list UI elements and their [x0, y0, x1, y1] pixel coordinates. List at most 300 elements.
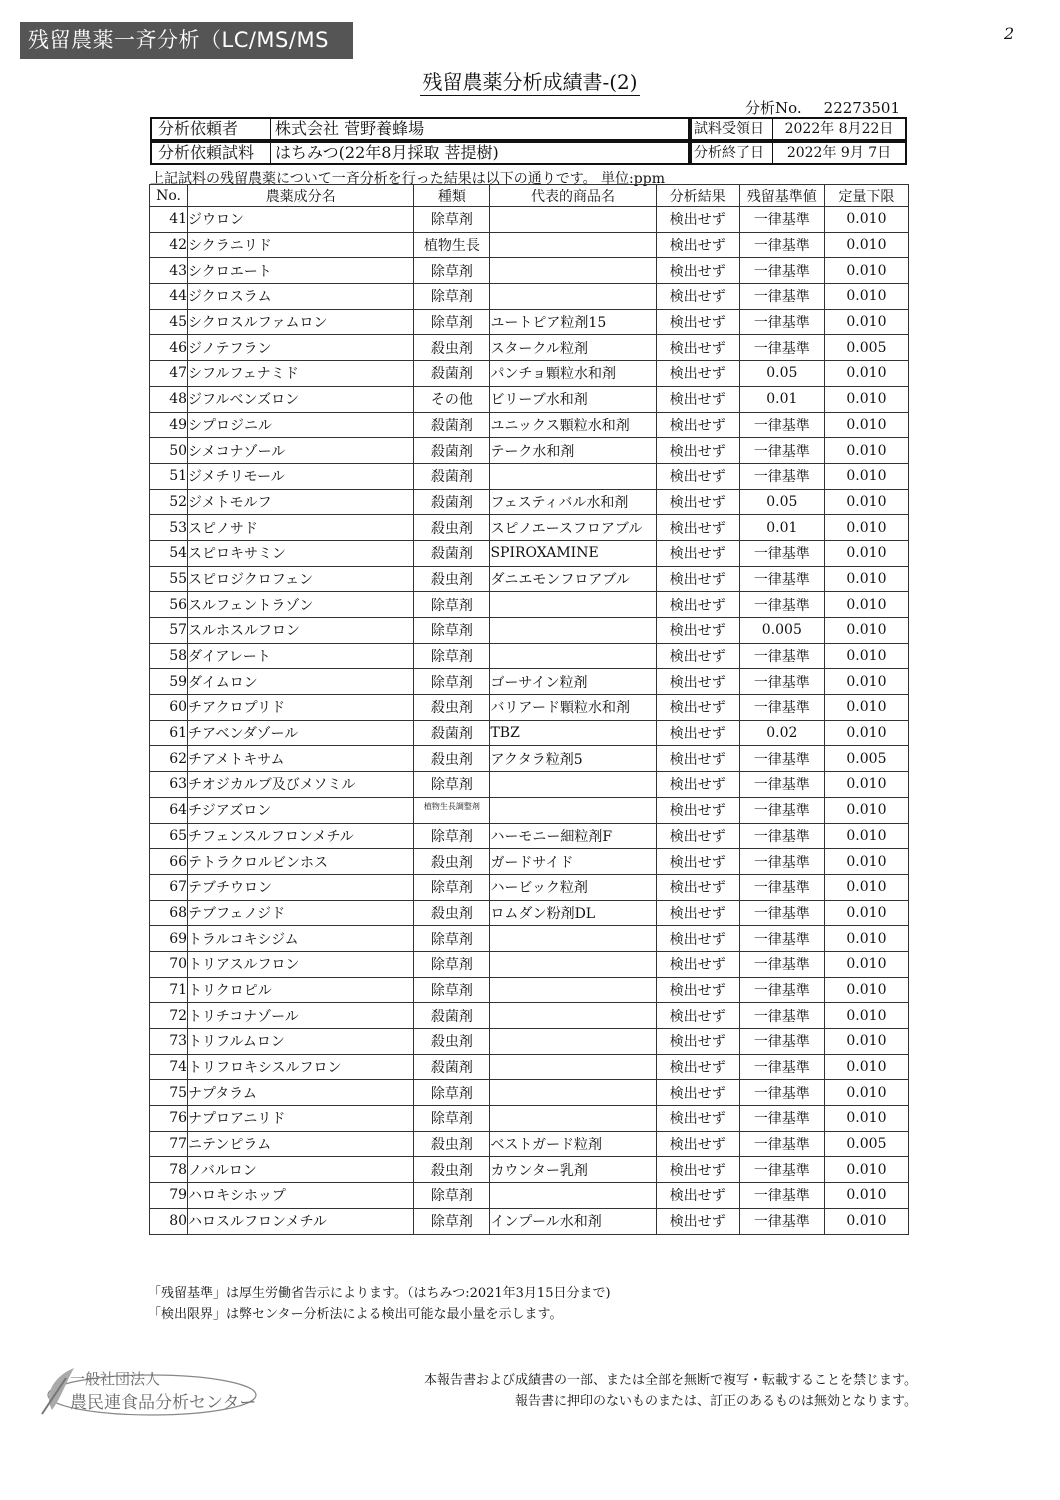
table-row: [150, 258, 909, 284]
table-row: [150, 361, 909, 387]
cell-standard: 一律基準: [739, 1131, 824, 1157]
cell-result: 検出せず: [656, 515, 739, 541]
cell-lod: 0.010: [824, 951, 908, 977]
cell-lod: 0.010: [824, 592, 908, 618]
cell-lod: 0.010: [824, 489, 908, 515]
cell-type: 殺虫剤: [414, 515, 490, 541]
cell-no: 48: [150, 386, 188, 412]
cell-product: [490, 463, 656, 489]
cell-no: 68: [150, 900, 188, 926]
cell-product: [490, 258, 656, 284]
cell-lod: 0.010: [824, 1080, 908, 1106]
cell-type: 殺菌剤: [414, 1003, 490, 1029]
col-header-type: 種類: [414, 185, 490, 207]
cell-product: フェスティバル水和剤: [490, 489, 656, 515]
cell-type: 殺虫剤: [414, 335, 490, 361]
cell-type: 植物生長調整剤: [414, 797, 490, 823]
cell-no: 62: [150, 746, 188, 772]
cell-no: 77: [150, 1131, 188, 1157]
cell-name: トリアスルフロン: [188, 951, 414, 977]
cell-type: 殺虫剤: [414, 1131, 490, 1157]
cell-name: チジアズロン: [188, 797, 414, 823]
cell-result: 検出せず: [656, 309, 739, 335]
table-row: [150, 1131, 909, 1157]
cell-type: 除草剤: [414, 309, 490, 335]
table-row: [150, 489, 909, 515]
cell-result: 検出せず: [656, 849, 739, 875]
table-row: [150, 566, 909, 592]
cell-no: 73: [150, 1029, 188, 1055]
cell-standard: 一律基準: [739, 823, 824, 849]
cell-name: スピノサド: [188, 515, 414, 541]
cell-type: 殺虫剤: [414, 746, 490, 772]
table-row: [150, 900, 909, 926]
cell-lod: 0.010: [824, 926, 908, 952]
cell-result: 検出せず: [656, 772, 739, 798]
table-row: [150, 412, 909, 438]
cell-name: ノバルロン: [188, 1157, 414, 1183]
cell-type: 殺虫剤: [414, 1029, 490, 1055]
cell-no: 45: [150, 309, 188, 335]
cell-standard: 一律基準: [739, 926, 824, 952]
cell-lod: 0.010: [824, 232, 908, 258]
results-table: [149, 184, 909, 1235]
finished-value: 2022年 9月 7日: [786, 145, 892, 161]
cell-type: 殺虫剤: [414, 695, 490, 721]
cell-name: スルフェントラゾン: [188, 592, 414, 618]
cell-type: 除草剤: [414, 669, 490, 695]
cell-name: テブチウロン: [188, 874, 414, 900]
cell-result: 検出せず: [656, 746, 739, 772]
cell-result: 検出せず: [656, 900, 739, 926]
cell-lod: 0.010: [824, 284, 908, 310]
cell-result: 検出せず: [656, 592, 739, 618]
cell-product: [490, 977, 656, 1003]
cell-standard: 一律基準: [739, 566, 824, 592]
cell-product: [490, 643, 656, 669]
cell-type: 除草剤: [414, 618, 490, 644]
cell-standard: 一律基準: [739, 1157, 824, 1183]
cell-product: [490, 284, 656, 310]
cell-product: [490, 1106, 656, 1132]
table-row: [150, 207, 909, 233]
cell-type: 除草剤: [414, 1208, 490, 1234]
table-row: [150, 874, 909, 900]
cell-product: [490, 772, 656, 798]
table-row: [150, 746, 909, 772]
cell-type: 植物生長: [414, 232, 490, 258]
cell-lod: 0.010: [824, 823, 908, 849]
cell-type: 除草剤: [414, 258, 490, 284]
finished-row: [690, 141, 907, 165]
cell-type: 殺虫剤: [414, 900, 490, 926]
table-row: [150, 1106, 909, 1132]
sample-value: はちみつ(22年8月採取 菩提樹): [275, 143, 499, 162]
cell-name: ハロスルフロンメチル: [188, 1208, 414, 1234]
cell-no: 42: [150, 232, 188, 258]
cell-product: インプール水和剤: [490, 1208, 656, 1234]
cell-type: 殺虫剤: [414, 566, 490, 592]
cell-lod: 0.010: [824, 797, 908, 823]
cell-product: ダニエモンフロアブル: [490, 566, 656, 592]
table-row: [150, 643, 909, 669]
cell-product: カウンター乳剤: [490, 1157, 656, 1183]
cell-no: 60: [150, 695, 188, 721]
cell-lod: 0.010: [824, 412, 908, 438]
table-row: [150, 1157, 909, 1183]
cell-lod: 0.010: [824, 1003, 908, 1029]
cell-no: 51: [150, 463, 188, 489]
cell-product: ベストガード粒剤: [490, 1131, 656, 1157]
cell-product: [490, 592, 656, 618]
client-row: [150, 117, 690, 141]
cell-standard: 一律基準: [739, 438, 824, 464]
cell-lod: 0.010: [824, 618, 908, 644]
table-body: [150, 207, 909, 1235]
cell-name: ナプタラム: [188, 1080, 414, 1106]
cell-product: [490, 618, 656, 644]
col-header-no: No.: [150, 185, 188, 207]
note-standard: 「残留基準」は厚生労働省告示によります。（はちみつ:2021年3月15日分まで): [148, 1286, 611, 1301]
cell-name: チフェンスルフロンメチル: [188, 823, 414, 849]
cell-no: 75: [150, 1080, 188, 1106]
cell-standard: 一律基準: [739, 258, 824, 284]
cell-result: 検出せず: [656, 1183, 739, 1209]
cell-product: アクタラ粒剤5: [490, 746, 656, 772]
cell-name: ナプロアニリド: [188, 1106, 414, 1132]
cell-lod: 0.010: [824, 772, 908, 798]
cell-standard: 一律基準: [739, 207, 824, 233]
cell-lod: 0.010: [824, 643, 908, 669]
cell-standard: 一律基準: [739, 1106, 824, 1132]
cell-name: ニテンピラム: [188, 1131, 414, 1157]
cell-lod: 0.010: [824, 540, 908, 566]
cell-no: 78: [150, 1157, 188, 1183]
col-header-product: 代表的商品名: [490, 185, 656, 207]
cell-type: 除草剤: [414, 284, 490, 310]
cell-standard: 0.05: [739, 489, 824, 515]
cell-product: パンチョ顆粒水和剤: [490, 361, 656, 387]
cell-lod: 0.010: [824, 361, 908, 387]
cell-lod: 0.010: [824, 849, 908, 875]
cell-name: ジウロン: [188, 207, 414, 233]
cell-standard: 一律基準: [739, 669, 824, 695]
cell-standard: 0.05: [739, 361, 824, 387]
cell-product: ハービック粒剤: [490, 874, 656, 900]
cell-product: テーク水和剤: [490, 438, 656, 464]
cell-lod: 0.010: [824, 438, 908, 464]
cell-no: 59: [150, 669, 188, 695]
cell-name: トリフロキシスルフロン: [188, 1054, 414, 1080]
table-row: [150, 540, 909, 566]
cell-no: 71: [150, 977, 188, 1003]
cell-no: 41: [150, 207, 188, 233]
cell-name: スピロジクロフェン: [188, 566, 414, 592]
cell-result: 検出せず: [656, 951, 739, 977]
cell-no: 55: [150, 566, 188, 592]
cell-name: ダイアレート: [188, 643, 414, 669]
table-row: [150, 1183, 909, 1209]
cell-product: [490, 232, 656, 258]
method-badge: 残留農薬一斉分析（LC/MS/MS法）: [20, 22, 353, 59]
cell-no: 67: [150, 874, 188, 900]
cell-result: 検出せず: [656, 566, 739, 592]
footer-line-1: 本報告書および成績書の一部、または全部を無断で複写・転載することを禁じます。: [424, 1373, 917, 1388]
cell-product: スタークル粒剤: [490, 335, 656, 361]
table-row: [150, 1003, 909, 1029]
cell-lod: 0.010: [824, 258, 908, 284]
cell-lod: 0.010: [824, 900, 908, 926]
cell-lod: 0.010: [824, 977, 908, 1003]
cell-type: 殺菌剤: [414, 720, 490, 746]
cell-name: ジノテフラン: [188, 335, 414, 361]
cell-type: 除草剤: [414, 1183, 490, 1209]
cell-result: 検出せず: [656, 463, 739, 489]
cell-standard: 一律基準: [739, 284, 824, 310]
table-row: [150, 309, 909, 335]
cell-standard: 一律基準: [739, 1054, 824, 1080]
cell-lod: 0.010: [824, 207, 908, 233]
received-value: 2022年 8月22日: [784, 121, 894, 137]
cell-name: シクラニリド: [188, 232, 414, 258]
analysis-number-label: 分析No.: [745, 99, 802, 117]
finished-label: 分析終了日: [692, 143, 773, 163]
table-row: [150, 463, 909, 489]
cell-standard: 一律基準: [739, 1208, 824, 1234]
cell-no: 50: [150, 438, 188, 464]
cell-type: 殺菌剤: [414, 412, 490, 438]
cell-type: 除草剤: [414, 643, 490, 669]
cell-no: 53: [150, 515, 188, 541]
cell-name: テトラクロルビンホス: [188, 849, 414, 875]
col-header-lod: 定量下限: [824, 185, 908, 207]
table-header-row: [150, 185, 909, 207]
cell-lod: 0.010: [824, 874, 908, 900]
cell-result: 検出せず: [656, 207, 739, 233]
cell-type: 殺菌剤: [414, 489, 490, 515]
cell-standard: 一律基準: [739, 309, 824, 335]
cell-standard: 一律基準: [739, 232, 824, 258]
cell-no: 76: [150, 1106, 188, 1132]
col-header-result: 分析結果: [656, 185, 739, 207]
cell-no: 79: [150, 1183, 188, 1209]
analysis-number: [745, 97, 900, 118]
table-row: [150, 926, 909, 952]
cell-result: 検出せず: [656, 977, 739, 1003]
cell-lod: 0.010: [824, 1208, 908, 1234]
cell-type: 除草剤: [414, 592, 490, 618]
cell-lod: 0.010: [824, 515, 908, 541]
cell-product: [490, 1003, 656, 1029]
cell-type: 除草剤: [414, 1106, 490, 1132]
table-row: [150, 386, 909, 412]
cell-lod: 0.010: [824, 1029, 908, 1055]
cell-lod: 0.010: [824, 463, 908, 489]
cell-no: 56: [150, 592, 188, 618]
cell-no: 61: [150, 720, 188, 746]
cell-standard: 一律基準: [739, 797, 824, 823]
cell-type: 殺菌剤: [414, 1054, 490, 1080]
cell-standard: 一律基準: [739, 463, 824, 489]
cell-name: ジメトモルフ: [188, 489, 414, 515]
table-row: [150, 1080, 909, 1106]
cell-result: 検出せず: [656, 232, 739, 258]
cell-result: 検出せず: [656, 1080, 739, 1106]
cell-type: 殺虫剤: [414, 849, 490, 875]
cell-result: 検出せず: [656, 720, 739, 746]
table-row: [150, 669, 909, 695]
cell-result: 検出せず: [656, 361, 739, 387]
cell-result: 検出せず: [656, 695, 739, 721]
cell-product: [490, 1080, 656, 1106]
table-row: [150, 823, 909, 849]
cell-no: 49: [150, 412, 188, 438]
cell-standard: 一律基準: [739, 1080, 824, 1106]
cell-lod: 0.010: [824, 566, 908, 592]
cell-no: 72: [150, 1003, 188, 1029]
cell-result: 検出せず: [656, 669, 739, 695]
table-row: [150, 720, 909, 746]
cell-result: 検出せず: [656, 258, 739, 284]
table-row: [150, 977, 909, 1003]
table-row: [150, 618, 909, 644]
cell-name: シクロエート: [188, 258, 414, 284]
cell-no: 47: [150, 361, 188, 387]
cell-result: 検出せず: [656, 1029, 739, 1055]
cell-type: 除草剤: [414, 926, 490, 952]
cell-product: スピノエースフロアブル: [490, 515, 656, 541]
cell-product: [490, 1029, 656, 1055]
table-row: [150, 1029, 909, 1055]
cell-result: 検出せず: [656, 284, 739, 310]
cell-result: 検出せず: [656, 1131, 739, 1157]
cell-type: 除草剤: [414, 823, 490, 849]
cell-product: TBZ: [490, 720, 656, 746]
cell-standard: 一律基準: [739, 1029, 824, 1055]
cell-product: ユートピア粒剤15: [490, 309, 656, 335]
document-title-text: 残留農薬分析成績書-(2): [422, 70, 638, 94]
cell-standard: 一律基準: [739, 540, 824, 566]
cell-type: 殺菌剤: [414, 463, 490, 489]
cell-standard: 一律基準: [739, 412, 824, 438]
document-title: [0, 66, 1060, 95]
cell-name: スルホスルフロン: [188, 618, 414, 644]
cell-name: シフルフェナミド: [188, 361, 414, 387]
cell-lod: 0.005: [824, 746, 908, 772]
cell-product: ロムダン粉剤DL: [490, 900, 656, 926]
cell-lod: 0.005: [824, 335, 908, 361]
cell-type: その他: [414, 386, 490, 412]
analysis-number-value: 22273501: [823, 99, 901, 117]
cell-name: トリフルムロン: [188, 1029, 414, 1055]
cell-type: 除草剤: [414, 977, 490, 1003]
cell-name: チアベンダゾール: [188, 720, 414, 746]
cell-lod: 0.005: [824, 1131, 908, 1157]
cell-no: 54: [150, 540, 188, 566]
cell-type: 除草剤: [414, 951, 490, 977]
cell-no: 80: [150, 1208, 188, 1234]
cell-result: 検出せず: [656, 874, 739, 900]
cell-standard: 0.01: [739, 386, 824, 412]
cell-type: 殺菌剤: [414, 540, 490, 566]
cell-result: 検出せず: [656, 618, 739, 644]
table-row: [150, 772, 909, 798]
table-row: [150, 695, 909, 721]
cell-no: 66: [150, 849, 188, 875]
cell-type: 除草剤: [414, 772, 490, 798]
cell-type: 殺菌剤: [414, 361, 490, 387]
logo-line-2: 農民連食品分析センター: [70, 1393, 257, 1413]
note-detection-limit: 「検出限界」は弊センター分析法による検出可能な最小量を示します。: [148, 1307, 563, 1322]
logo-line-1: 一般社団法人: [70, 1370, 161, 1388]
cell-standard: 一律基準: [739, 849, 824, 875]
cell-name: チアクロプリド: [188, 695, 414, 721]
cell-name: シクロスルファムロン: [188, 309, 414, 335]
col-header-name: 農薬成分名: [188, 185, 414, 207]
cell-name: トリクロピル: [188, 977, 414, 1003]
table-row: [150, 515, 909, 541]
cell-name: ハロキシホップ: [188, 1183, 414, 1209]
cell-product: ゴーサイン粒剤: [490, 669, 656, 695]
received-label: 試料受領日: [692, 119, 773, 139]
cell-lod: 0.010: [824, 1106, 908, 1132]
cell-standard: 一律基準: [739, 977, 824, 1003]
cell-result: 検出せず: [656, 1157, 739, 1183]
client-label: 分析依頼者: [152, 119, 271, 139]
table-row: [150, 284, 909, 310]
cell-standard: 一律基準: [739, 746, 824, 772]
cell-no: 74: [150, 1054, 188, 1080]
cell-no: 46: [150, 335, 188, 361]
intro-text: 上記試料の残留農薬について一斉分析を行った結果は以下の通りです。 単位:ppm: [150, 171, 665, 187]
cell-result: 検出せず: [656, 1106, 739, 1132]
cell-result: 検出せず: [656, 926, 739, 952]
cell-lod: 0.010: [824, 669, 908, 695]
table-row: [150, 797, 909, 823]
cell-result: 検出せず: [656, 412, 739, 438]
cell-name: ダイムロン: [188, 669, 414, 695]
cell-type: 殺虫剤: [414, 1157, 490, 1183]
col-header-standard: 残留基準値: [739, 185, 824, 207]
cell-product: SPIROXAMINE: [490, 540, 656, 566]
cell-standard: 一律基準: [739, 592, 824, 618]
sample-row: [150, 141, 690, 165]
cell-result: 検出せず: [656, 643, 739, 669]
cell-product: [490, 1054, 656, 1080]
center-logo: [22, 1362, 262, 1422]
cell-lod: 0.010: [824, 695, 908, 721]
cell-no: 58: [150, 643, 188, 669]
cell-standard: 一律基準: [739, 695, 824, 721]
cell-name: トラルコキシジム: [188, 926, 414, 952]
table-row: [150, 232, 909, 258]
notes: [148, 1283, 611, 1325]
cell-result: 検出せず: [656, 540, 739, 566]
cell-standard: 一律基準: [739, 772, 824, 798]
cell-name: ジメチリモール: [188, 463, 414, 489]
cell-result: 検出せず: [656, 823, 739, 849]
cell-name: トリチコナゾール: [188, 1003, 414, 1029]
footer-disclaimer: [424, 1370, 917, 1412]
cell-no: 69: [150, 926, 188, 952]
cell-type: 除草剤: [414, 207, 490, 233]
cell-standard: 0.005: [739, 618, 824, 644]
table-row: [150, 1054, 909, 1080]
cell-product: ガードサイド: [490, 849, 656, 875]
cell-standard: 一律基準: [739, 1003, 824, 1029]
cell-result: 検出せず: [656, 1054, 739, 1080]
received-row: [690, 117, 907, 141]
